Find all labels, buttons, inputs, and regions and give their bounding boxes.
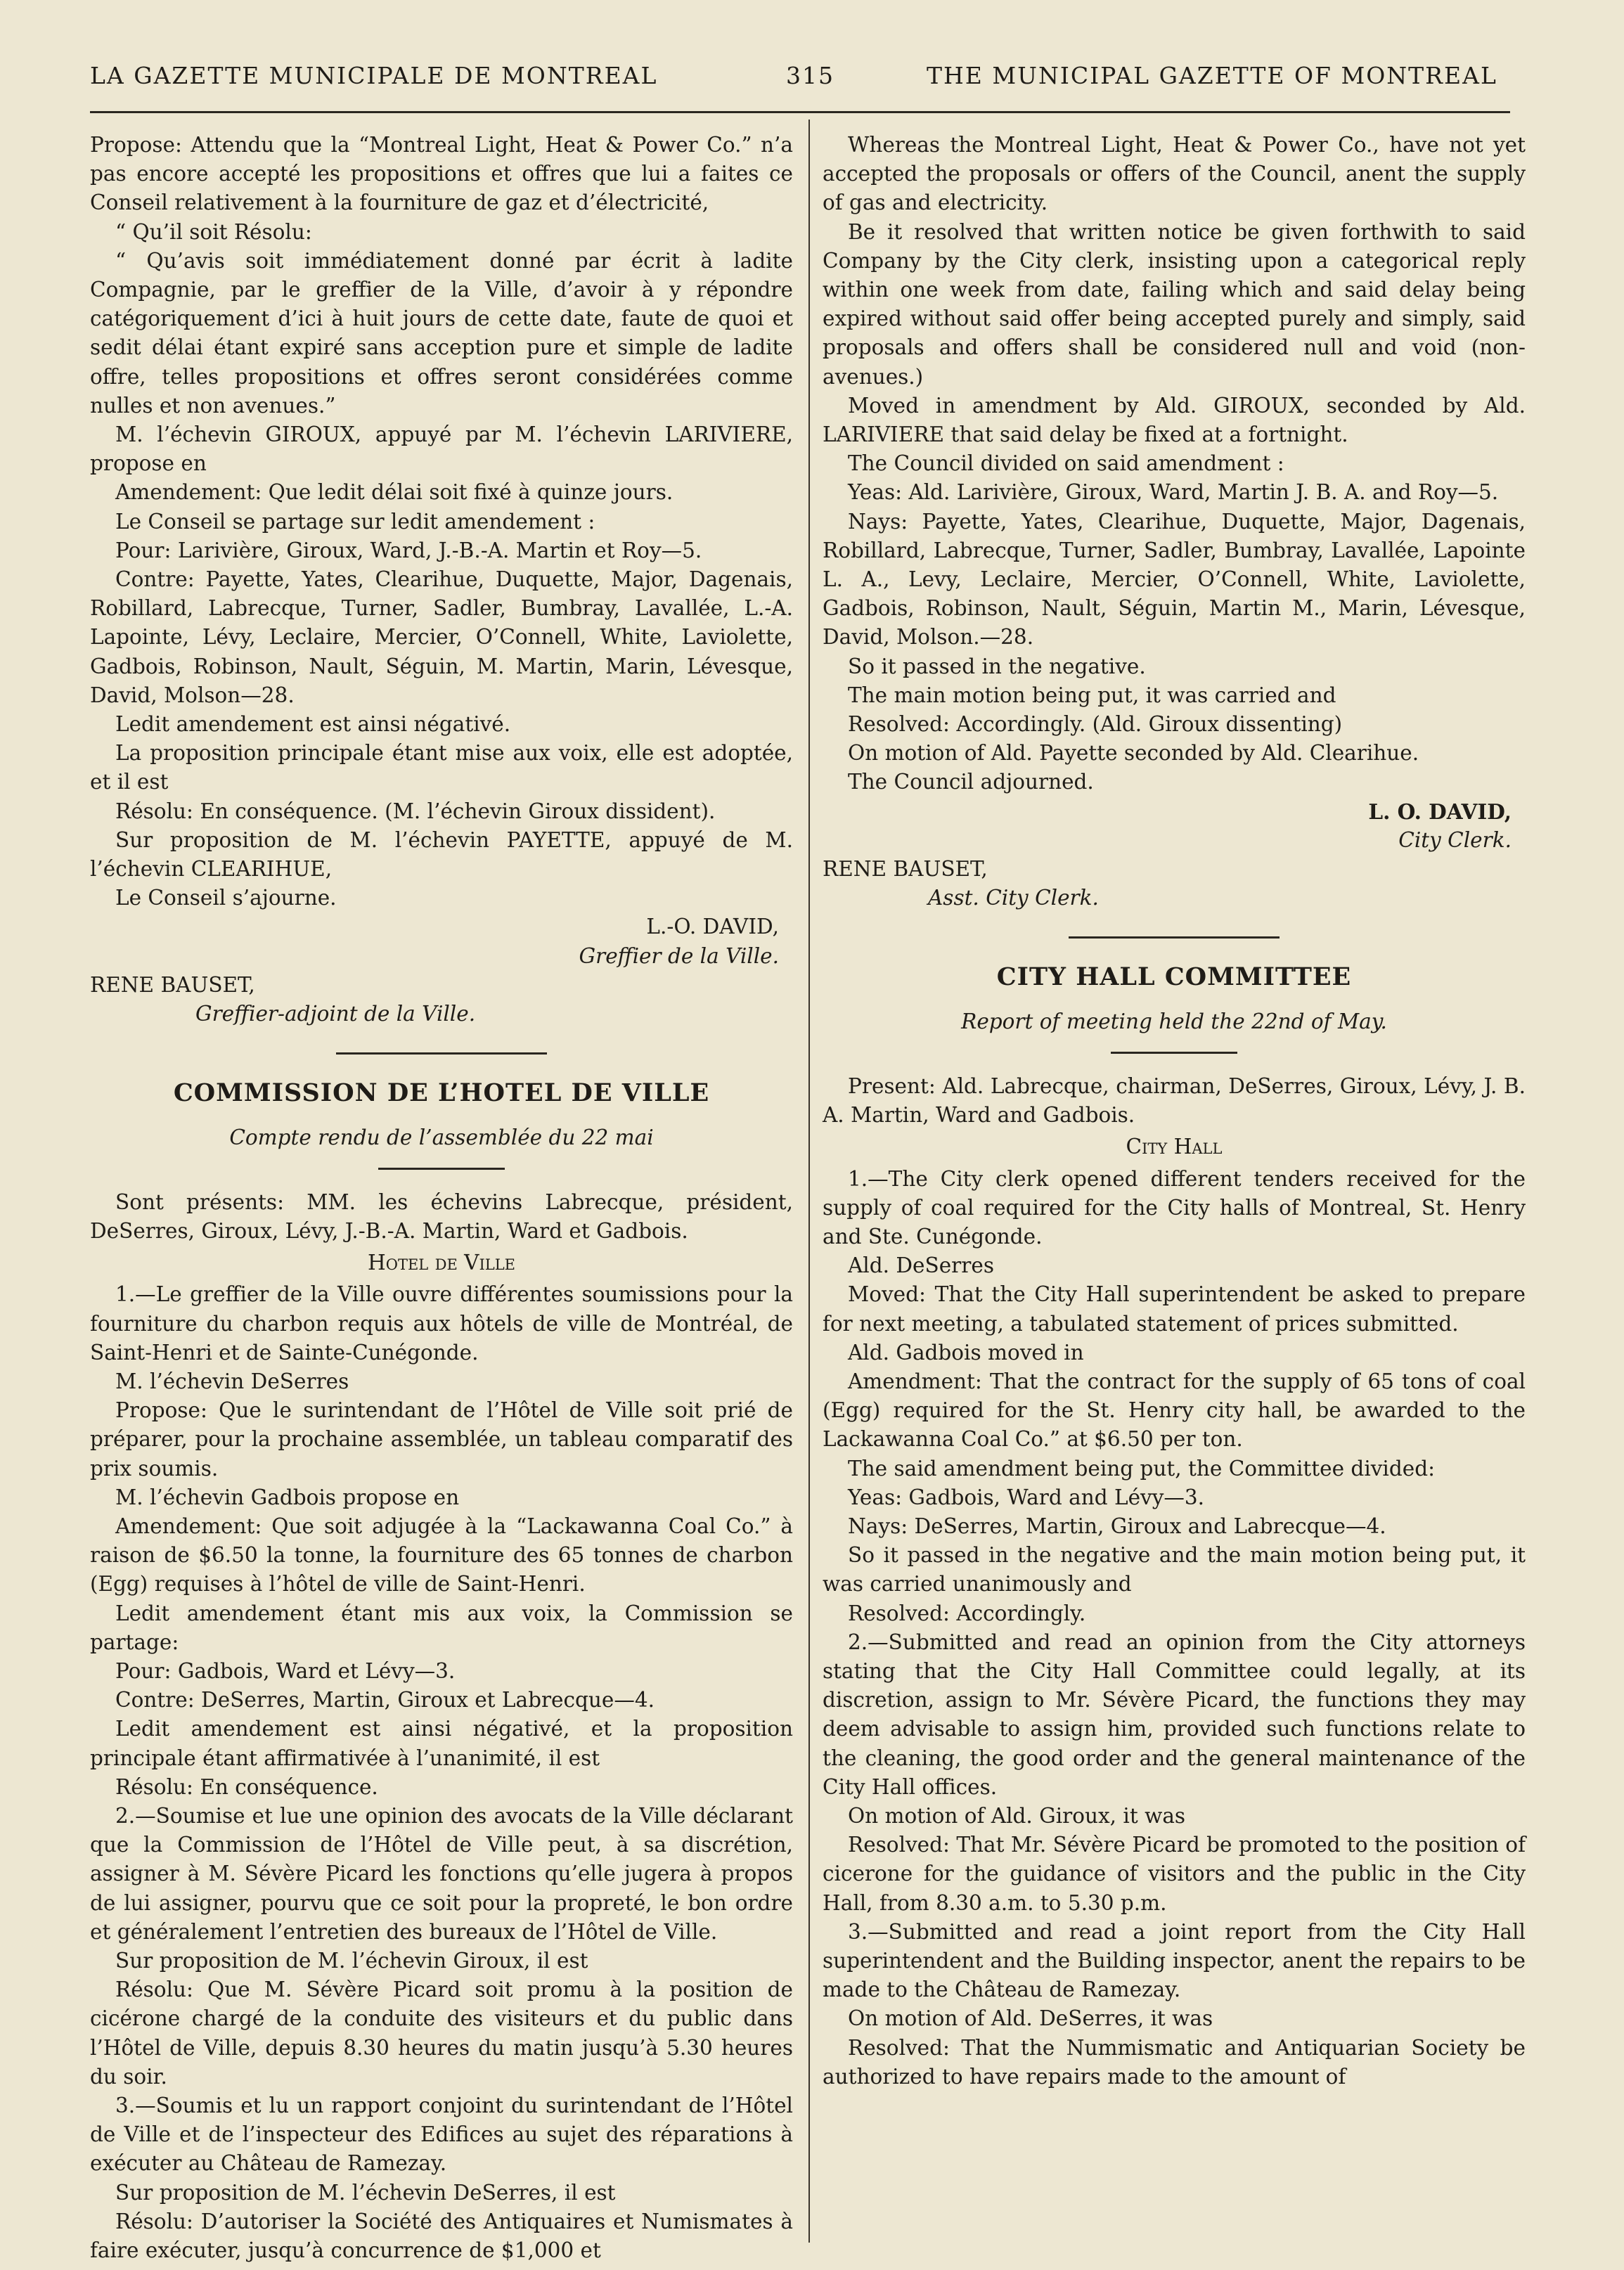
paragraph: Pour: Larivière, Giroux, Ward, J.-B.-A. Martin et Roy—5. (115, 538, 702, 562)
paragraph: Yeas: Gadbois, Ward and Lévy—3. (848, 1485, 1205, 1509)
paragraph: Sur proposition de M. l’échevin DeSerres, il est (115, 2180, 616, 2205)
french-column (90, 131, 793, 2265)
paragraph: Ledit amendement est ainsi négativé. (115, 712, 511, 737)
paragraph: Moved in amendment by Ald. GIROUX, seconded by Ald. LARIVIERE that said delay be fixed at a fortnight. (823, 393, 1526, 447)
section-subtitle: Report of meeting held the 22nd of May. (961, 1009, 1387, 1033)
assistant-clerk-title: Asst. City Clerk. (928, 886, 1099, 910)
paragraph: Amendement: Que soit adjugée à la “Lackawanna Coal Co.” à raison de $6.50 la tonne, la fourniture des 65 tonnes de charbon (Egg) requises à l’hôtel de ville de Saint-Henri. (90, 1514, 793, 1597)
section-subtitle: Compte rendu de l’assemblée du 22 mai (229, 1125, 654, 1149)
english-column (823, 131, 1526, 2091)
header-left-title: LA GAZETTE MUNICIPALE DE MONTREAL (90, 62, 658, 89)
paragraph: M. l’échevin Gadbois propose en (115, 1485, 460, 1509)
paragraph: Resolved: That Mr. Sévère Picard be promoted to the position of cicerone for the guidance of visitors and the public in the City Hall, from 8.30 a.m. to 5.30 p.m. (823, 1833, 1526, 1915)
paragraph: Nays: Payette, Yates, Clearihue, Duquette, Major, Dagenais, Robillard, Labrecque, Turner, Sadler, Bumbray, Lavallée, Lapointe L. A., Levy, Leclaire, Mercier, O’Connell, White, Laviolette, Gadbois, Robinson, Nault, Séguin, Martin M., Marin, Lévesque, David, Molson.—28. (823, 509, 1526, 650)
paragraph: Yeas: Ald. Larivière, Giroux, Ward, Martin J. B. A. and Roy—5. (848, 480, 1499, 505)
paragraph: On motion of Ald. Payette seconded by Ald. Clearihue. (848, 741, 1419, 766)
paragraph: “ Qu’il soit Résolu: (115, 219, 312, 244)
paragraph: Ald. Gadbois moved in (848, 1340, 1084, 1365)
column-divider (808, 120, 810, 2243)
paragraph: So it passed in the negative and the main motion being put, it was carried unanimously and (823, 1543, 1526, 1597)
clerk-signature-name: L.-O. DAVID, (646, 915, 779, 939)
paragraph: The main motion being put, it was carried and (848, 683, 1336, 707)
paragraph: 1.—Le greffier de la Ville ouvre différentes soumissions pour la fourniture du charbon requis aux hôtels de ville de Montréal, de Saint-Henri et de Sainte-Cunégonde. (90, 1282, 793, 1365)
paragraph: Resolved: That the Nummismatic and Antiquarian Society be authorized to have repairs made to the amount of (823, 2035, 1526, 2089)
paragraph: Contre: Payette, Yates, Clearihue, Duquette, Major, Dagenais, Robillard, Labrecque, Turner, Sadler, Bumbray, Lavallée, L.-A. Lapointe, Lévy, Leclaire, Mercier, O’Connell, White, Laviolette, Gadbois, Robinson, Nault, Séguin, M. Martin, Marin, Lévesque, David, Molson—28. (90, 567, 793, 707)
paragraph: The Council divided on said amendment : (848, 451, 1284, 476)
paragraph: La proposition principale étant mise aux voix, elle est adoptée, et il est (90, 741, 793, 794)
paragraph: 2.—Submitted and read an opinion from the City attorneys stating that the City Hall Committee could legally, at its discretion, assign to Mr. Sévère Picard, the functions they may deem advisable to assign him, provided such functions relate to the cleaning, the good order and the general maintenance of the City Hall offices. (823, 1630, 1526, 1799)
paragraph: Resolved: Accordingly. (848, 1601, 1086, 1625)
header-rule (90, 111, 1510, 113)
section-title: CITY HALL COMMITTEE (996, 962, 1352, 992)
subheading: City Hall (1126, 1135, 1223, 1159)
paragraph: Amendment: That the contract for the supply of 65 tons of coal (Egg) required for the St. Henry city hall, be awarded to the Lackawanna Coal Co.” at $6.50 per ton. (823, 1369, 1526, 1452)
paragraph: Amendement: Que ledit délai soit fixé à quinze jours. (115, 480, 674, 505)
paragraph: The Council adjourned. (848, 770, 1094, 794)
paragraph: Ledit amendement est ainsi négativé, et la proposition principale étant affirmativée à l’unanimité, il est (90, 1717, 793, 1770)
paragraph: 2.—Soumise et lue une opinion des avocats de la Ville déclarant que la Commission de l’Hôtel de Ville peut, à sa discrétion, assigner à M. Sévère Picard les fonctions qu’elle jugera à propos de lui assigner, pourvu que ce soit pour la propreté, le bon ordre et généralement l’entretien des bureaux de l’Hôtel de Ville. (90, 1803, 793, 1944)
paragraph: M. l’échevin GIROUX, appuyé par M. l’échevin LARIVIERE, propose en (90, 423, 793, 476)
clerk-signature-title: City Clerk. (1398, 827, 1512, 852)
attendance-paragraph: Sont présents: MM. les échevins Labrecque, président, DeSerres, Giroux, Lévy, J.-B.-A. Martin, Ward et Gadbois. (90, 1189, 793, 1243)
paragraph: Propose: Attendu que la “Montreal Light, Heat & Power Co.” n’a pas encore accepté les propositions et offres que lui a faites ce Conseil relativement à la fourniture de gaz et d’électricité, (90, 133, 793, 215)
assistant-clerk-title: Greffier-adjoint de la Ville. (195, 1002, 476, 1026)
paragraph: Sur proposition de M. l’échevin PAYETTE, appuyé de M. l’échevin CLEARIHUE, (90, 827, 793, 882)
clerk-signature-name: L. O. DAVID, (1368, 799, 1512, 824)
paragraph: Le Conseil se partage sur ledit amendement : (115, 509, 595, 534)
assistant-clerk-name: RENE BAUSET, (823, 857, 988, 882)
clerk-signature-title: Greffier de la Ville. (579, 943, 779, 968)
paragraph: M. l’échevin DeSerres (115, 1369, 349, 1393)
paragraph: Resolved: Accordingly. (Ald. Giroux dissenting) (848, 712, 1343, 737)
paragraph: The said amendment being put, the Committee divided: (848, 1456, 1436, 1481)
page-number: 315 (786, 62, 834, 89)
paragraph: “ Qu’avis soit immédiatement donné par écrit à ladite Compagnie, par le greffier de la Ville, d’avoir à y répondre catégoriquement d’ici à huit jours de cette date, faute de quoi et sedit délai étant expiré sans acception pure et simple de ladite offre, telles propositions et offres seront considérées comme nulles et non avenues.” (90, 248, 793, 418)
paragraph: Résolu: En conséquence. (115, 1774, 378, 1799)
paragraph: On motion of Ald. Giroux, it was (848, 1803, 1186, 1828)
paragraph: Résolu: En conséquence. (M. l’échevin Giroux dissident). (115, 799, 716, 823)
section-title: COMMISSION DE L’HOTEL DE VILLE (173, 1078, 710, 1108)
paragraph: On motion of Ald. DeSerres, it was (848, 2006, 1213, 2031)
section-separator (1069, 936, 1280, 939)
paragraph: Le Conseil s’ajourne. (115, 886, 337, 910)
paragraph: Whereas the Montreal Light, Heat & Power Co., have not yet accepted the proposals or offers of the Council, anent the supply of gas and electricity. (823, 133, 1526, 215)
paragraph: Ledit amendement étant mis aux voix, la Commission se partage: (90, 1601, 793, 1654)
paragraph: 1.—The City clerk opened different tenders received for the supply of coal required for the City halls of Montreal, St. Henry and Ste. Cunégonde. (823, 1166, 1526, 1249)
paragraph: Nays: DeSerres, Martin, Giroux and Labrecque—4. (848, 1514, 1386, 1538)
paragraph: 3.—Soumis et lu un rapport conjoint du surintendant de l’Hôtel de Ville et de l’inspecteur des Edifices au sujet des réparations à exécuter au Château de Ramezay. (90, 2094, 793, 2176)
assistant-clerk-name: RENE BAUSET, (90, 972, 255, 997)
paragraph: Be it resolved that written notice be given forthwith to said Company by the City clerk, insisting upon a categorical reply within one week from date, failing which and said delay being expired without said offer being accepted purely and simply, said proposals and offers shall be considered null and void (non-avenues.) (823, 219, 1526, 389)
paragraph: Contre: DeSerres, Martin, Giroux et Labrecque—4. (115, 1688, 655, 1713)
paragraph: Résolu: Que M. Sévère Picard soit promu à la position de cicérone chargé de la conduite des visiteurs et du public dans l’Hôtel de Ville, depuis 8.30 heures du matin jusqu’à 5.30 heures du soir. (90, 1978, 793, 2089)
paragraph: 3.—Submitted and read a joint report from the City Hall superintendent and the Building inspector, anent the repairs to be made to the Château de Ramezay. (823, 1919, 1526, 2002)
paragraph: Résolu: D’autoriser la Société des Antiquaires et Numismates à faire exécuter, jusqu’à concurrence de $1,000 et (90, 2209, 793, 2263)
paragraph: Propose: Que le surintendant de l’Hôtel de Ville soit prié de préparer, pour la prochaine assemblée, un tableau comparatif des prix soumis. (90, 1398, 793, 1481)
paragraph: Moved: That the City Hall superintendent be asked to prepare for next meeting, a tabulated statement of prices submitted. (823, 1282, 1526, 1336)
section-separator (336, 1052, 547, 1055)
subheading: Hotel de Ville (368, 1251, 515, 1275)
paragraph: Pour: Gadbois, Ward et Lévy—3. (115, 1658, 456, 1683)
paragraph: So it passed in the negative. (848, 654, 1146, 678)
paragraph: Sur proposition de M. l’échevin Giroux, il est (115, 1948, 588, 1973)
header-right-title: THE MUNICIPAL GAZETTE OF MONTREAL (927, 62, 1497, 89)
attendance-paragraph: Present: Ald. Labrecque, chairman, DeSerres, Giroux, Lévy, J. B. A. Martin, Ward and Gadbois. (823, 1073, 1526, 1128)
paragraph: Ald. DeSerres (848, 1253, 994, 1278)
